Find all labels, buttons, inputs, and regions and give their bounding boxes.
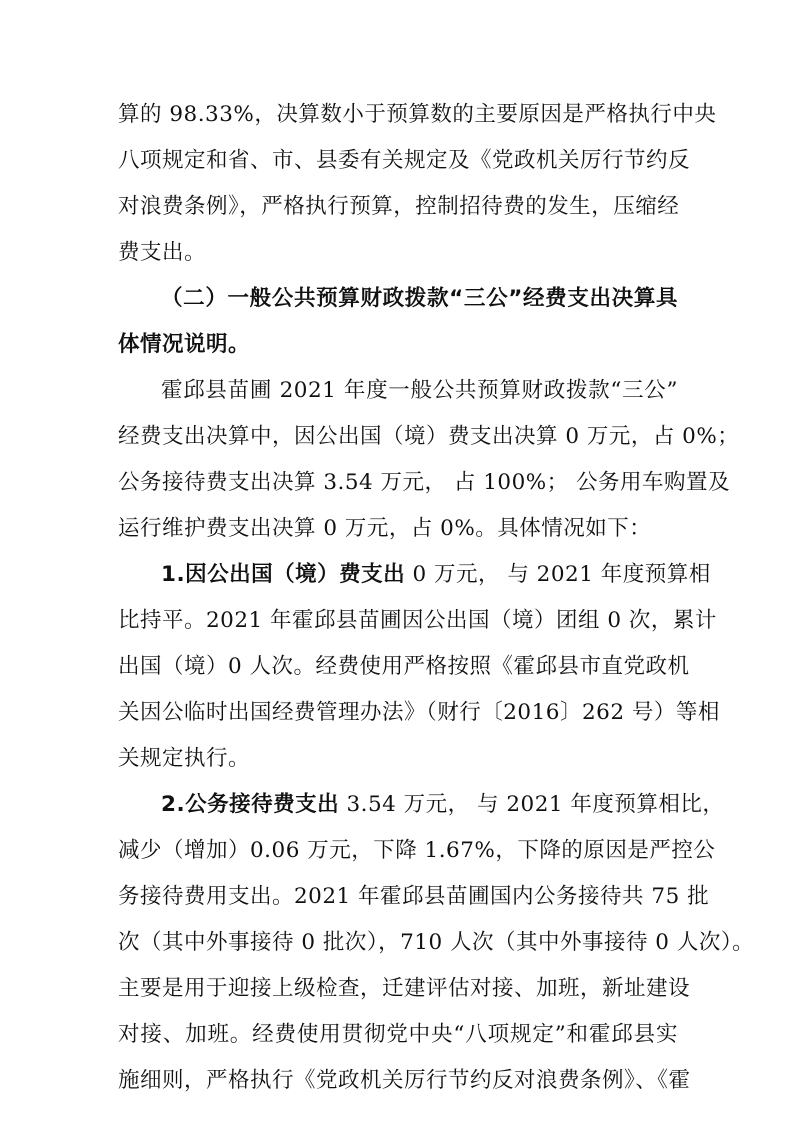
item-2-first-line xyxy=(118,782,725,828)
paragraph-line: 务接待费用支出。2021 年霍邱县苗圃国内公务接待共 75 批 xyxy=(118,884,710,909)
item-1-text: 0 万元， 与 2021 年度预算相 xyxy=(405,562,711,587)
paragraph-line: 公务接待费支出决算 3.54 万元， 占 100%； 公务用车购置及 xyxy=(118,470,731,495)
paragraph-line: 运行维护费支出决算 0 万元，占 0%。具体情况如下： xyxy=(118,516,652,541)
document-body xyxy=(118,92,755,1104)
paragraph-line: 经费支出决算中，因公出国（境）费支出决算 0 万元，占 0%； xyxy=(118,424,740,449)
item-1-first-line xyxy=(118,552,711,598)
paragraph-line: 关规定执行。 xyxy=(118,746,251,771)
paragraph-line: 八项规定和省、市、县委有关规定及《党政机关厉行节约反 xyxy=(118,148,691,173)
paragraph-line: 霍邱县苗圃 2021 年度一般公共预算财政拨款“三公” xyxy=(161,378,678,403)
paragraph-line: 施细则，严格执行《党政机关厉行节约反对浪费条例》、《霍 xyxy=(118,1068,691,1093)
paragraph-line: 关因公临时出国经费管理办法》（财行〔2016〕262 号）等相 xyxy=(118,700,720,725)
paragraph-line: 次（其中外事接待 0 批次），710 人次（其中外事接待 0 人次）。 xyxy=(118,930,755,955)
paragraph-line: 比持平。2021 年霍邱县苗圃因公出国（境）团组 0 次，累计 xyxy=(118,608,717,633)
section-heading: 体情况说明。 xyxy=(118,332,251,357)
paragraph-line: 费支出。 xyxy=(118,240,207,265)
paragraph-line: 对接、加班。经费使用贯彻党中央“八项规定”和霍邱县实 xyxy=(118,1022,678,1047)
paragraph-line: 出国（境）0 人次。经费使用严格按照《霍邱县市直党政机 xyxy=(118,654,690,679)
section-heading: （二）一般公共预算财政拨款“三公”经费支出决算具 xyxy=(161,286,678,311)
item-2-label: 2.公务接待费支出 xyxy=(161,792,340,817)
item-1-label: 1.因公出国（境）费支出 xyxy=(161,562,406,587)
paragraph-line: 主要是用于迎接上级检查，迁建评估对接、加班，新址建设 xyxy=(118,976,691,1001)
paragraph-line: 减少（增加）0.06 万元，下降 1.67%，下降的原因是严控公 xyxy=(118,838,716,863)
paragraph-line: 算的 98.33%，决算数小于预算数的主要原因是严格执行中央 xyxy=(118,102,717,127)
item-2-text: 3.54 万元， 与 2021 年度预算相比， xyxy=(339,792,725,817)
paragraph-line: 对浪费条例》，严格执行预算，控制招待费的发生，压缩经 xyxy=(118,194,680,219)
